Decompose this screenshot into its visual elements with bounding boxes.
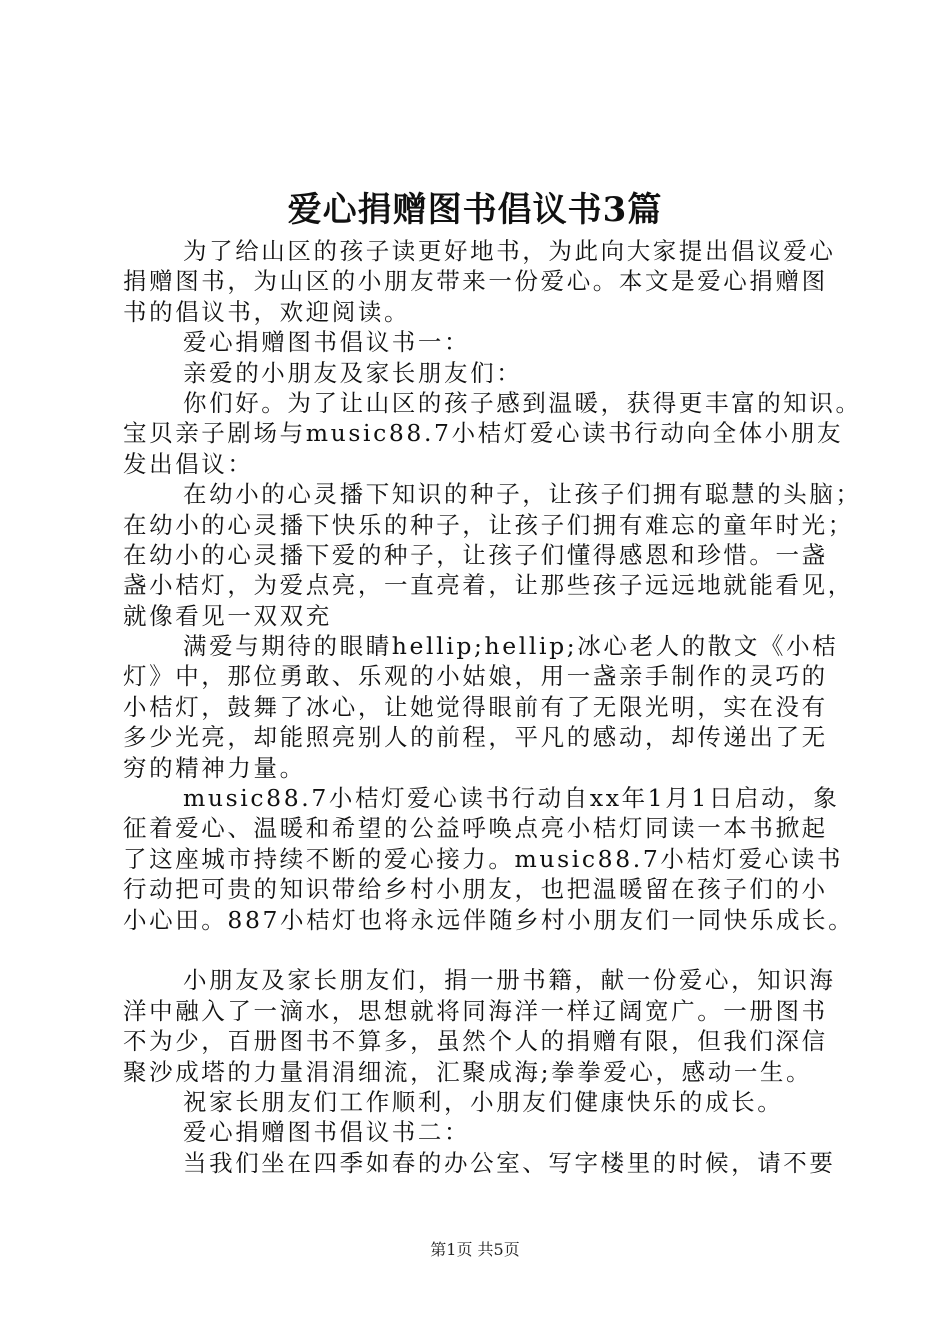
paragraph-first-line: 满爱与期待的眼睛hellip;hellip;冰心老人的散文《小桔 — [183, 632, 839, 661]
text-line: 洋中融入了一滴水，思想就将同海洋一样辽阔宽广。一册图书 — [123, 996, 828, 1025]
text-line: 穷的精神力量。 — [123, 753, 306, 782]
page-footer: 第1页 共5页 — [430, 1240, 520, 1259]
paragraph-first-line: 你们好。为了让山区的孩子感到温暖，获得更丰富的知识。 — [183, 388, 862, 417]
text-line: 征着爱心、温暖和希望的公益呼唤点亮小桔灯同读一本书掀起 — [123, 814, 828, 843]
text-line: 小桔灯，鼓舞了冰心，让她觉得眼前有了无限光明，实在没有 — [123, 692, 828, 721]
text-line: 灯》中，那位勇敢、乐观的小姑娘，用一盏亲手制作的灵巧的 — [123, 662, 828, 691]
paragraph-first-line: 为了给山区的孩子读更好地书，为此向大家提出倡议爱心 — [183, 237, 836, 265]
text-line: 在幼小的心灵播下快乐的种子，让孩子们拥有难忘的童年时光； — [123, 510, 854, 539]
paragraph-first-line: 祝家长朋友们工作顺利，小朋友们健康快乐的成长。 — [183, 1087, 784, 1116]
text-line: 宝贝亲子剧场与music88.7小桔灯爱心读书行动向全体小朋友 — [123, 419, 844, 448]
text-line: 盏小桔灯，为爱点亮，一直亮着，让那些孩子远远地就能看见， — [123, 571, 854, 600]
paragraph-first-line: 小朋友及家长朋友们，捐一册书籍，献一份爱心，知识海 — [183, 966, 836, 995]
paragraph-first-line: 在幼小的心灵播下知识的种子，让孩子们拥有聪慧的头脑； — [183, 480, 862, 509]
paragraph-first-line: music88.7小桔灯爱心读书行动自xx年1月1日启动，象 — [183, 784, 840, 813]
text-line: 发出倡议： — [123, 449, 254, 478]
text-line: 捐赠图书，为山区的小朋友带来一份爱心。本文是爱心捐赠图 — [123, 267, 828, 296]
paragraph-first-line: 爱心捐赠图书倡议书二： — [183, 1118, 471, 1147]
document-title: 爱心捐赠图书倡议书3篇 — [287, 190, 663, 230]
paragraph-first-line: 亲爱的小朋友及家长朋友们： — [183, 358, 523, 387]
paragraph-first-line: 当我们坐在四季如春的办公室、写字楼里的时候，请不要 — [183, 1148, 836, 1177]
text-line: 了这座城市持续不断的爱心接力。music88.7小桔灯爱心读书 — [123, 844, 844, 873]
document-body — [123, 236, 862, 1178]
text-line: 就像看见一双双充 — [123, 601, 332, 630]
text-line: 书的倡议书，欢迎阅读。 — [123, 297, 411, 326]
text-line: 小心田。887小桔灯也将永远伴随乡村小朋友们一同快乐成长。 — [123, 905, 855, 934]
text-line: 聚沙成塔的力量涓涓细流，汇聚成海;拳拳爱心，感动一生。 — [123, 1057, 813, 1086]
paragraph-first-line: 爱心捐赠图书倡议书一： — [183, 328, 471, 357]
text-line: 行动把可贵的知识带给乡村小朋友，也把温暖留在孩子们的小 — [123, 875, 828, 904]
text-line: 不为少，百册图书不算多，虽然个人的捐赠有限，但我们深信 — [123, 1027, 828, 1056]
text-line: 多少光亮，却能照亮别人的前程，平凡的感动，却传递出了无 — [123, 723, 828, 752]
blank-line — [123, 935, 853, 965]
text-line: 在幼小的心灵播下爱的种子，让孩子们懂得感恩和珍惜。一盏 — [123, 540, 828, 569]
